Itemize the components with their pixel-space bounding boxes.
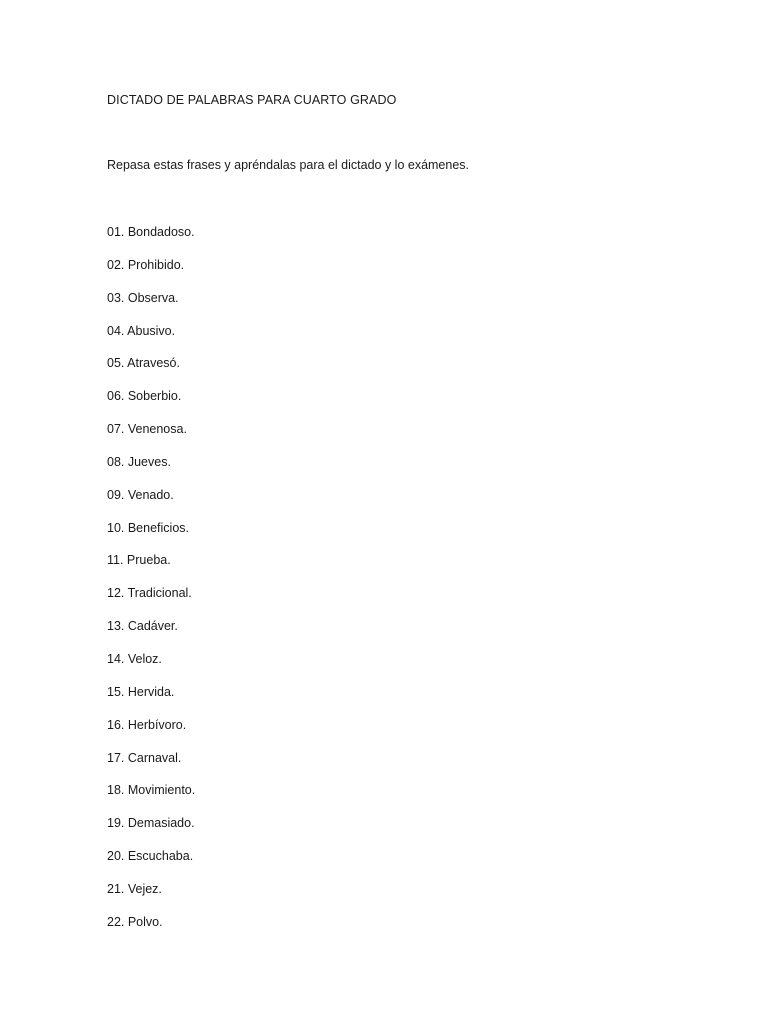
list-item: 22. Polvo. bbox=[107, 914, 163, 929]
list-item: 10. Beneficios. bbox=[107, 520, 189, 535]
list-item: 12. Tradicional. bbox=[107, 586, 192, 601]
list-item: 13. Cadáver. bbox=[107, 619, 178, 634]
list-item: 06. Soberbio. bbox=[107, 389, 182, 404]
document-intro: Repasa estas frases y apréndalas para el dictado y lo exámenes. bbox=[107, 158, 470, 172]
list-item: 02. Prohibido. bbox=[107, 257, 185, 272]
list-item: 04. Abusivo. bbox=[107, 323, 176, 338]
list-item: 18. Movimiento. bbox=[107, 783, 196, 798]
word-list bbox=[107, 224, 195, 947]
list-item: 17. Carnaval. bbox=[107, 750, 182, 765]
list-item: 01. Bondadoso. bbox=[107, 225, 195, 239]
list-item: 21. Vejez. bbox=[107, 881, 162, 896]
list-item: 08. Jueves. bbox=[107, 454, 171, 469]
list-item: 09. Venado. bbox=[107, 487, 174, 502]
list-item: 16. Herbívoro. bbox=[107, 717, 187, 732]
list-item: 05. Atravesó. bbox=[107, 356, 180, 371]
list-item: 14. Veloz. bbox=[107, 651, 162, 666]
list-item: 03. Observa. bbox=[107, 290, 179, 305]
list-item: 07. Venenosa. bbox=[107, 422, 187, 437]
list-item: 11. Prueba. bbox=[107, 553, 171, 568]
list-item: 15. Hervida. bbox=[107, 684, 175, 699]
list-item: 19. Demasiado. bbox=[107, 816, 195, 831]
document-title: DICTADO DE PALABRAS PARA CUARTO GRADO bbox=[107, 93, 397, 107]
list-item: 20. Escuchaba. bbox=[107, 849, 194, 864]
